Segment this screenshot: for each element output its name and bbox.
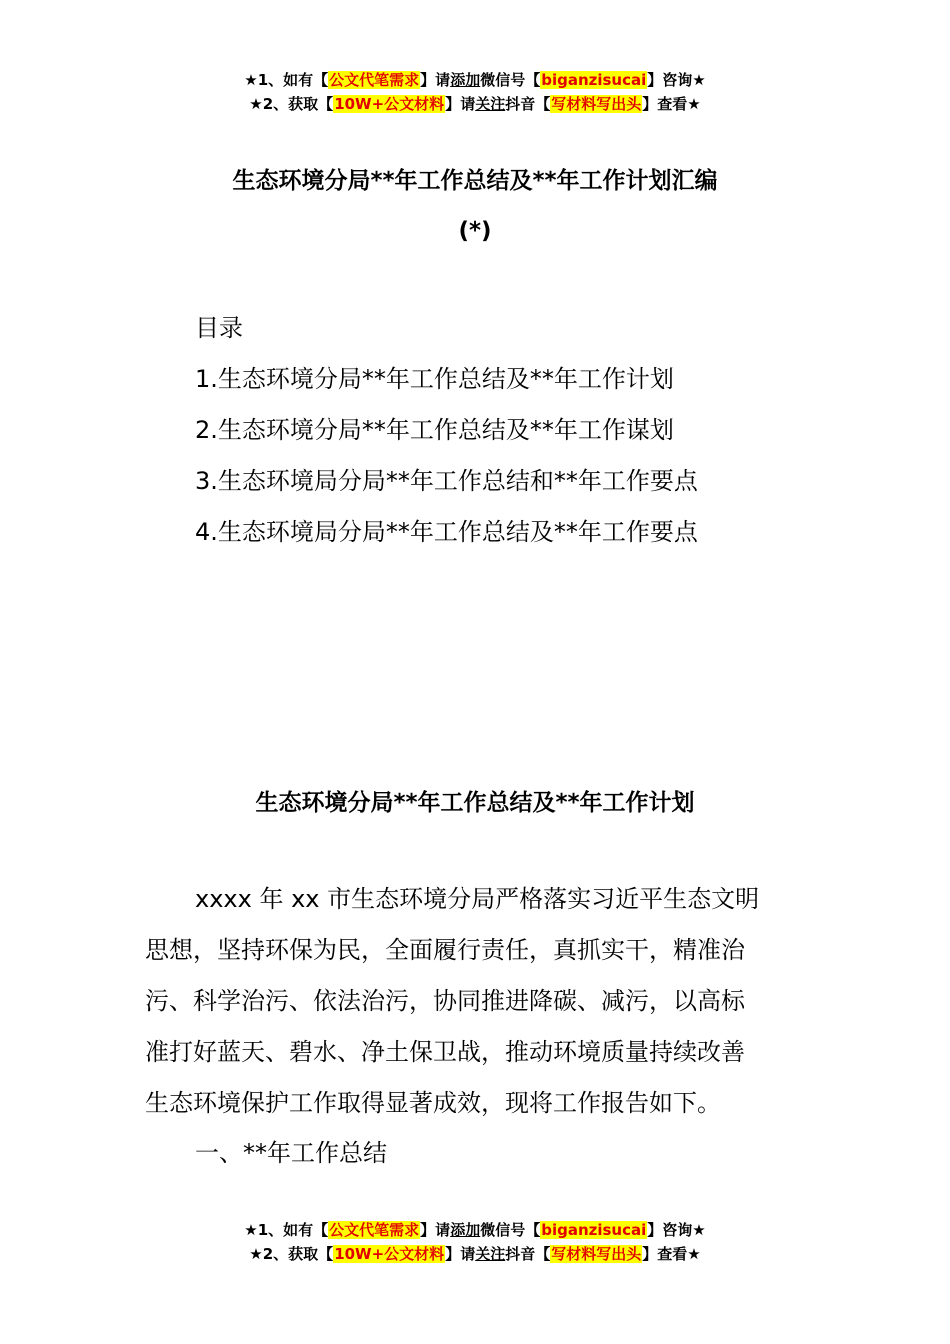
toc-item: 4.生态环境局分局**年工作总结及**年工作要点 — [195, 518, 698, 546]
toc-heading: 目录 — [195, 314, 243, 342]
paragraph-line: 生态环境保护工作取得显著成效，现将工作报告如下。 — [145, 1089, 721, 1117]
top-banner — [0, 68, 950, 116]
bottom-banner — [0, 1218, 950, 1266]
paragraph-line: 思想，坚持环保为民，全面履行责任，真抓实干，精准治 — [145, 936, 745, 964]
table-of-contents — [195, 311, 698, 566]
banner-highlight-service: 公文代笔需求 — [329, 71, 420, 89]
document-title-suffix: (*) — [458, 218, 492, 244]
banner-highlight-wechat-id: biganzisucai — [541, 1221, 647, 1239]
paragraph-line: 污、科学治污、依法治污，协同推进降碳、减污，以高标 — [145, 987, 745, 1015]
toc-item: 3.生态环境局分局**年工作总结和**年工作要点 — [195, 467, 698, 495]
banner-line-2: ★2、获取【10W+公文材料】请关注抖音【写材料写出头】查看★ — [249, 95, 701, 113]
banner-highlight-service: 公文代笔需求 — [329, 1221, 420, 1239]
banner-line-2: ★2、获取【10W+公文材料】请关注抖音【写材料写出头】查看★ — [249, 1245, 701, 1263]
document-title: 生态环境分局**年工作总结及**年工作计划汇编 — [232, 168, 718, 194]
banner-line-1: ★1、如有【公文代笔需求】请添加微信号【biganzisucai】咨询★ — [244, 1221, 706, 1239]
banner-highlight-materials: 10W+公文材料 — [334, 1245, 445, 1263]
toc-item: 1.生态环境分局**年工作总结及**年工作计划 — [195, 365, 674, 393]
banner-highlight-wechat-id: biganzisucai — [541, 71, 647, 89]
article-title: 生态环境分局**年工作总结及**年工作计划 — [255, 790, 695, 816]
toc-item: 2.生态环境分局**年工作总结及**年工作谋划 — [195, 416, 674, 444]
paragraph-line: 准打好蓝天、碧水、净土保卫战，推动环境质量持续改善 — [145, 1038, 745, 1066]
banner-highlight-douyin: 写材料写出头 — [551, 1245, 642, 1263]
paragraph-line: xxxx 年 xx 市生态环境分局严格落实习近平生态文明 — [195, 885, 760, 913]
banner-line-1: ★1、如有【公文代笔需求】请添加微信号【biganzisucai】咨询★ — [244, 71, 706, 89]
section-heading: 一、**年工作总结 — [195, 1139, 387, 1167]
article-paragraph — [145, 880, 810, 1135]
banner-highlight-materials: 10W+公文材料 — [334, 95, 445, 113]
banner-highlight-douyin: 写材料写出头 — [551, 95, 642, 113]
